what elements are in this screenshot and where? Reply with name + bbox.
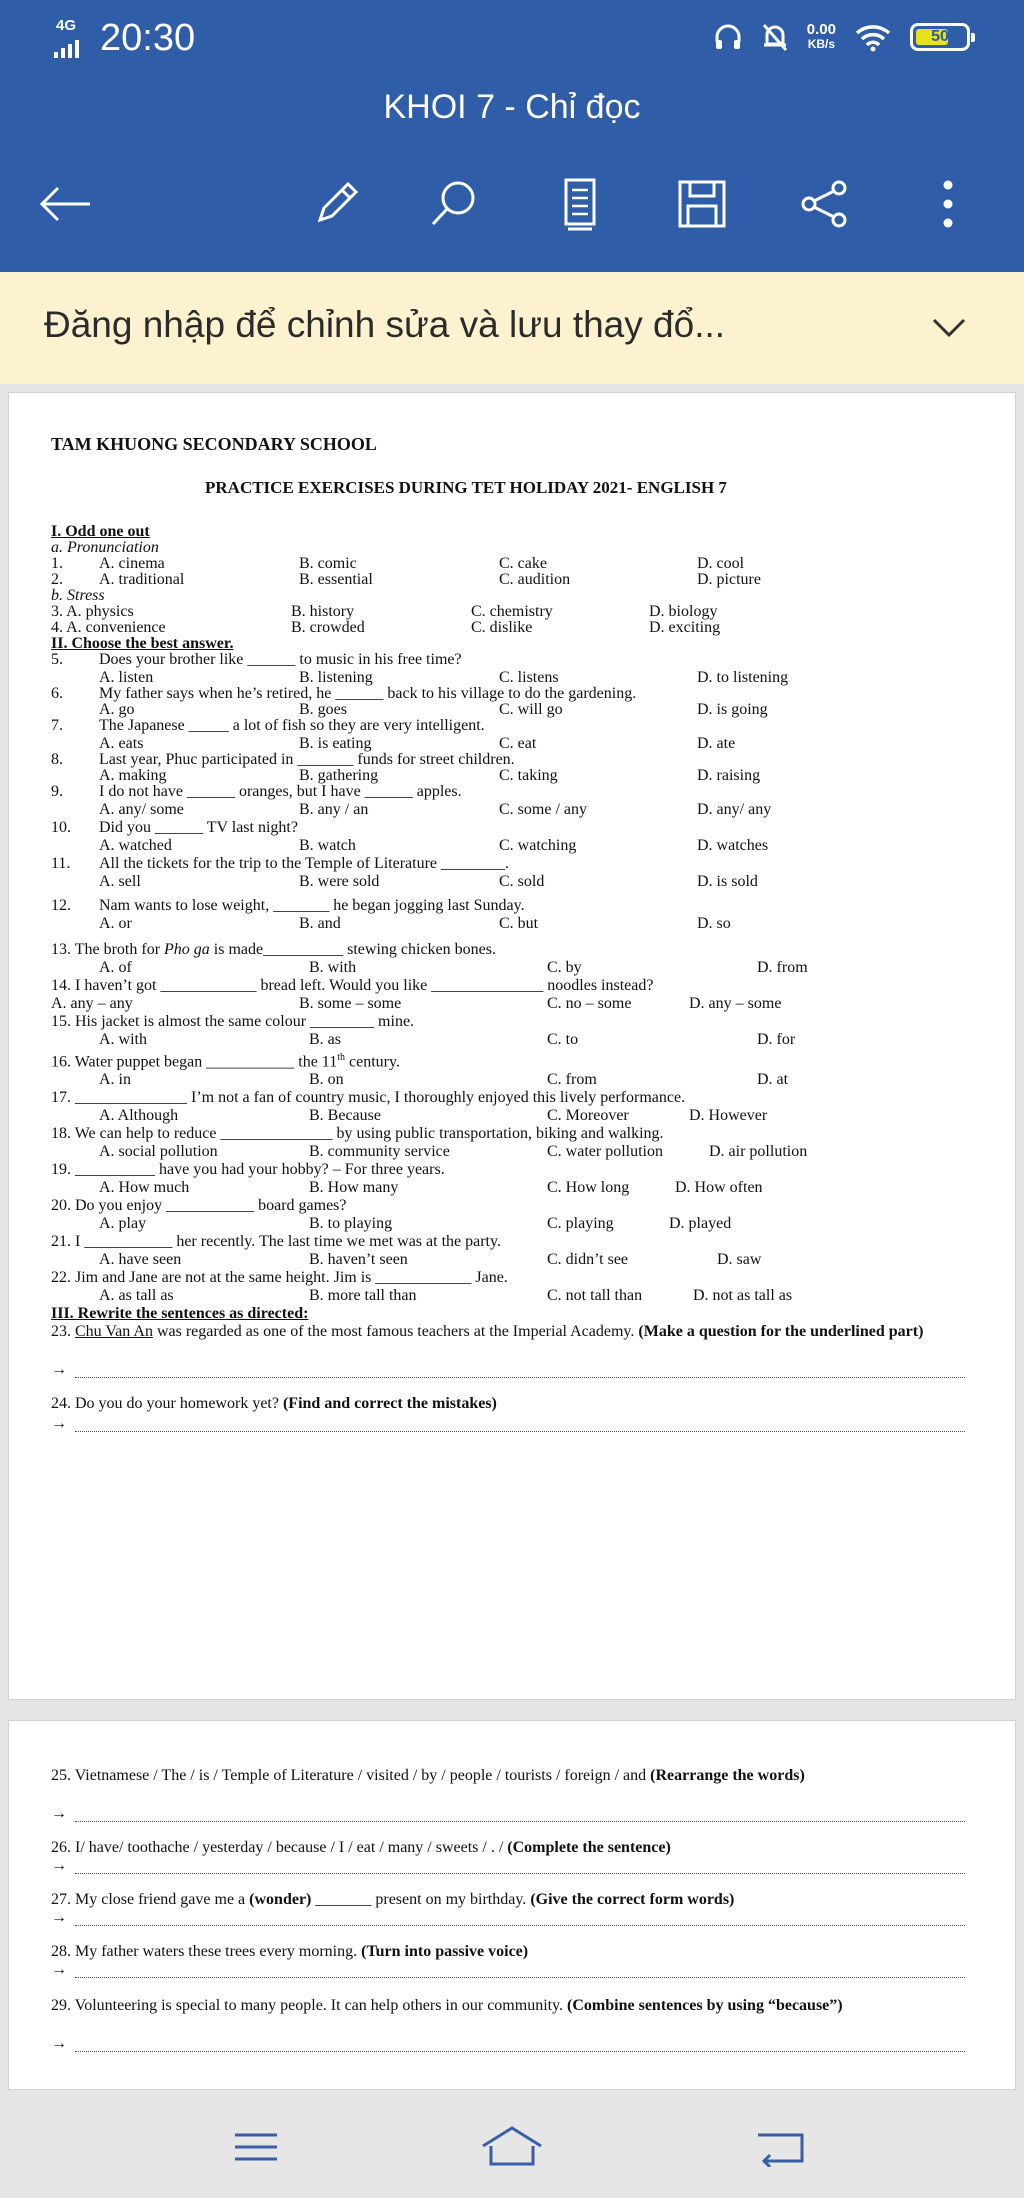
q14-option-c: C. no – some xyxy=(547,995,632,1012)
q7-option-c: C. eat xyxy=(499,735,537,752)
headphones-icon xyxy=(713,22,743,52)
back-icon xyxy=(752,2127,808,2167)
q16-option-a: A. in xyxy=(99,1071,131,1088)
q23-instruction: (Make a question for the underlined part) xyxy=(638,1323,924,1340)
cellular-signal-icon xyxy=(54,18,90,58)
q12-option-c: C. but xyxy=(499,915,539,932)
search-button[interactable] xyxy=(414,164,494,244)
subsection-b: b. Stress xyxy=(51,587,105,604)
battery-level: 50 xyxy=(931,28,949,45)
q2-option-d: D. picture xyxy=(697,571,761,588)
q20-option-c: C. playing xyxy=(547,1215,614,1232)
q28-text xyxy=(51,1943,528,1961)
q19-option-d: D. How often xyxy=(675,1179,763,1196)
q4-option-b: B. crowded xyxy=(291,619,365,636)
q18-text: 18. We can help to reduce ______________ by using public transportation, biking and walking. xyxy=(51,1125,664,1142)
q13-option-b: B. with xyxy=(309,959,357,976)
q25-sentence: 25. Vietnamese / The / is / Temple of Literature / visited / by / people / tourists / foreign / and xyxy=(51,1767,647,1784)
q24-sentence: 24. Do you do your homework yet? xyxy=(51,1395,279,1412)
q26-sentence: 26. I/ have/ toothache / yesterday / because / I / eat / many / sweets / . / xyxy=(51,1839,504,1856)
q26-arrow: → xyxy=(51,1857,67,1874)
q22-text: 22. Jim and Jane are not at the same height. Jim is ____________ Jane. xyxy=(51,1269,508,1286)
q25-text xyxy=(51,1767,981,1785)
recent-apps-button[interactable] xyxy=(216,2112,296,2182)
q17-option-d: D. However xyxy=(689,1107,768,1124)
q27-text xyxy=(51,1891,734,1909)
q1-option-d: D. cool xyxy=(697,555,745,572)
q4-option-a: 4. A. convenience xyxy=(51,619,166,636)
q7-option-a: A. eats xyxy=(99,735,144,752)
chevron-down-icon[interactable] xyxy=(924,308,974,348)
share-icon xyxy=(797,178,851,230)
q17-text: 17. ______________ I’m not a fan of country music, I thoroughly enjoyed this lively performance. xyxy=(51,1089,686,1106)
q9-option-b: B. any / an xyxy=(299,801,369,818)
doc-heading: PRACTICE EXERCISES DURING TET HOLIDAY 2021- ENGLISH 7 xyxy=(205,478,727,497)
q10-text: Did you ______ TV last night? xyxy=(99,819,298,836)
sign-in-banner-text: Đăng nhập để chỉnh sửa và lưu thay đổ... xyxy=(44,304,726,345)
system-back-button[interactable] xyxy=(740,2112,820,2182)
q23-number: 23. xyxy=(51,1323,71,1340)
q15-option-a: A. with xyxy=(99,1031,147,1048)
q6-text: My father says when he’s retired, he ______ back to his village to do the gardening. xyxy=(99,685,637,702)
q9-option-c: C. some / any xyxy=(499,801,587,818)
q24-answer-line[interactable] xyxy=(75,1431,965,1432)
q14-text: 14. I haven’t got ____________ bread left. Would you like ______________ noodles instead? xyxy=(51,977,654,994)
q3-option-b: B. history xyxy=(291,603,355,620)
q11-option-c: C. sold xyxy=(499,873,545,890)
q20-option-d: D. played xyxy=(669,1215,732,1232)
q12-option-a: A. or xyxy=(99,915,132,932)
q23-underlined-part: Chu Van An xyxy=(75,1323,153,1340)
document-title: KHOI 7 - Chỉ đọc xyxy=(383,88,641,126)
q14-option-d: D. any – some xyxy=(689,995,782,1012)
q23-arrow: → xyxy=(51,1361,67,1378)
q24-arrow: → xyxy=(51,1415,67,1432)
q11-option-a: A. sell xyxy=(99,873,141,890)
q6-number: 6. xyxy=(51,685,63,702)
q6-option-c: C. will go xyxy=(499,701,563,718)
q1-number: 1. xyxy=(51,555,63,572)
q16-text-end: century. xyxy=(345,1053,400,1071)
q10-number: 10. xyxy=(51,819,71,836)
q4-option-c: C. dislike xyxy=(471,619,533,636)
q20-option-b: B. to playing xyxy=(309,1215,393,1232)
section-3-title: III. Rewrite the sentences as directed: xyxy=(51,1305,309,1322)
q22-option-a: A. as tall as xyxy=(99,1287,174,1304)
q3-option-c: C. chemistry xyxy=(471,603,553,620)
status-bar xyxy=(0,0,1024,82)
sign-in-banner[interactable] xyxy=(0,272,1024,384)
q13-option-c: C. by xyxy=(547,959,582,976)
q16-option-b: B. on xyxy=(309,1071,344,1088)
q7-option-d: D. ate xyxy=(697,735,736,752)
home-button[interactable] xyxy=(472,2112,552,2182)
toolbar xyxy=(0,164,1024,244)
q13-text xyxy=(51,941,496,959)
q16-option-d: D. at xyxy=(757,1071,789,1088)
q12-text: Nam wants to lose weight, _______ he began jogging last Sunday. xyxy=(99,897,525,914)
school-name: TAM KHUONG SECONDARY SCHOOL xyxy=(51,434,377,454)
q28-arrow: → xyxy=(51,1961,67,1978)
q23-text xyxy=(51,1323,981,1341)
q9-option-d: D. any/ any xyxy=(697,801,772,818)
q9-text: I do not have ______ oranges, but I have ______ apples. xyxy=(99,783,462,800)
q19-option-b: B. How many xyxy=(309,1179,399,1196)
q14-option-a: A. any – any xyxy=(51,995,133,1012)
navigation-bar xyxy=(0,2096,1024,2198)
q25-instruction: (Rearrange the words) xyxy=(650,1767,805,1784)
q5-option-c: C. listens xyxy=(499,669,559,686)
network-type: 4G xyxy=(56,17,77,34)
q20-option-a: A. play xyxy=(99,1215,147,1232)
q8-option-d: D. raising xyxy=(697,767,761,784)
q10-option-c: C. watching xyxy=(499,837,577,854)
q14-option-b: B. some – some xyxy=(299,995,402,1012)
q11-number: 11. xyxy=(51,855,71,872)
q21-option-b: B. haven’t seen xyxy=(309,1251,408,1268)
q18-option-b: B. community service xyxy=(309,1143,450,1160)
q27-instruction: (Give the correct form words) xyxy=(530,1891,735,1908)
q5-option-d: D. to listening xyxy=(697,669,789,686)
q5-option-a: A. listen xyxy=(99,669,154,686)
q27-sentence-end: _______ present on my birthday. xyxy=(315,1891,527,1908)
recent-apps-icon xyxy=(233,2129,279,2165)
more-options-button[interactable] xyxy=(908,164,988,244)
q26-instruction: (Complete the sentence) xyxy=(507,1839,671,1856)
q19-option-c: C. How long xyxy=(547,1179,630,1196)
section-2-title: II. Choose the best answer. xyxy=(51,635,234,652)
q9-number: 9. xyxy=(51,783,63,800)
network-speed xyxy=(807,22,836,52)
app-header xyxy=(0,82,1024,272)
q11-option-b: B. were sold xyxy=(299,873,380,890)
share-button[interactable] xyxy=(784,164,864,244)
home-icon xyxy=(479,2124,545,2170)
q7-number: 7. xyxy=(51,717,63,734)
pencil-icon xyxy=(310,178,362,230)
clock: 20:30 xyxy=(100,17,196,59)
bell-muted-icon xyxy=(761,22,789,52)
q16-superscript: th xyxy=(337,1052,345,1063)
q16-option-c: C. from xyxy=(547,1071,597,1088)
q13-option-a: A. of xyxy=(99,959,132,976)
reading-view-icon xyxy=(560,176,600,232)
q4-option-d: D. exciting xyxy=(649,619,721,636)
search-icon xyxy=(428,178,480,230)
q10-option-a: A. watched xyxy=(99,837,172,854)
subsection-a: a. Pronunciation xyxy=(51,539,159,556)
back-button[interactable] xyxy=(26,164,106,244)
q13-text-end: is made__________ stewing chicken bones. xyxy=(209,941,496,958)
q15-text: 15. His jacket is almost the same colour ________ mine. xyxy=(51,1013,415,1030)
q16-text-start: 16. Water puppet began ___________ the 11 xyxy=(51,1053,338,1071)
q8-option-c: C. taking xyxy=(499,767,558,784)
q27-arrow: → xyxy=(51,1909,67,1926)
q12-option-b: B. and xyxy=(299,915,341,932)
q5-option-b: B. listening xyxy=(299,669,373,686)
q29-arrow: → xyxy=(51,2035,67,2052)
q15-option-d: D. for xyxy=(757,1031,796,1048)
q17-option-c: C. Moreover xyxy=(547,1107,629,1124)
q22-option-d: D. not as tall as xyxy=(693,1287,793,1304)
q11-option-d: D. is sold xyxy=(697,873,758,890)
q22-option-c: C. not tall than xyxy=(547,1287,643,1304)
save-icon xyxy=(676,178,728,230)
q15-option-b: B. as xyxy=(309,1031,341,1048)
q12-option-d: D. so xyxy=(697,915,731,932)
q27-word: (wonder) xyxy=(249,1891,312,1908)
save-button[interactable] xyxy=(662,164,742,244)
q12-number: 12. xyxy=(51,897,71,914)
q23-answer-line[interactable] xyxy=(75,1377,965,1378)
q25-answer-line[interactable] xyxy=(75,1821,965,1822)
speed-value: 0.00 xyxy=(806,21,836,38)
q8-number: 8. xyxy=(51,751,63,768)
q28-answer-line[interactable] xyxy=(75,1977,965,1978)
q20-text: 20. Do you enjoy ___________ board games? xyxy=(51,1197,347,1214)
q19-text: 19. __________ have you had your hobby? – For three years. xyxy=(51,1161,445,1178)
q24-text xyxy=(51,1395,497,1413)
q7-text: The Japanese _____ a lot of fish so they are very intelligent. xyxy=(99,717,485,734)
q26-text xyxy=(51,1839,671,1857)
q29-text xyxy=(51,1997,981,2015)
q17-option-a: A. Although xyxy=(99,1107,179,1124)
q15-option-c: C. to xyxy=(547,1031,579,1048)
q28-instruction: (Turn into passive voice) xyxy=(361,1943,529,1960)
q9-option-a: A. any/ some xyxy=(99,801,184,818)
speed-unit: KB/s xyxy=(807,37,836,51)
battery-icon xyxy=(910,23,970,51)
more-vertical-icon xyxy=(941,178,955,230)
q3-option-a: 3. A. physics xyxy=(51,603,134,620)
q6-option-d: D. is going xyxy=(697,701,768,718)
q6-option-b: B. goes xyxy=(299,701,347,718)
edit-button[interactable] xyxy=(296,164,376,244)
q22-option-b: B. more tall than xyxy=(309,1287,417,1304)
q18-option-d: D. air pollution xyxy=(709,1143,808,1160)
q1-option-b: B. comic xyxy=(299,555,357,572)
q2-option-a: A. traditional xyxy=(99,571,185,588)
q2-option-c: C. audition xyxy=(499,571,571,588)
q24-instruction: (Find and correct the mistakes) xyxy=(282,1395,497,1412)
back-arrow-icon xyxy=(38,184,94,224)
q27-answer-line[interactable] xyxy=(75,1925,965,1926)
q21-option-c: C. didn’t see xyxy=(547,1251,629,1268)
q3-option-d: D. biology xyxy=(649,603,718,620)
q27-sentence-start: 27. My close friend gave me a xyxy=(51,1891,246,1908)
q6-option-a: A. go xyxy=(99,701,135,718)
q19-option-a: A. How much xyxy=(99,1179,190,1196)
q29-sentence: 29. Volunteering is special to many people. It can help others in our community. xyxy=(51,1997,564,2014)
q18-option-c: C. water pollution xyxy=(547,1143,663,1160)
q2-option-b: B. essential xyxy=(299,571,373,588)
section-1-title: I. Odd one out xyxy=(51,523,150,540)
q28-sentence: 28. My father waters these trees every morning. xyxy=(51,1943,358,1960)
q10-option-d: D. watches xyxy=(697,837,769,854)
q29-answer-line[interactable] xyxy=(75,2051,965,2052)
q5-number: 5. xyxy=(51,651,63,668)
q21-option-d: D. saw xyxy=(717,1251,762,1268)
q2-number: 2. xyxy=(51,571,63,588)
q21-text: 21. I ___________ her recently. The last time we met was at the party. xyxy=(51,1233,501,1250)
q10-option-b: B. watch xyxy=(299,837,356,854)
reading-view-button[interactable] xyxy=(540,164,620,244)
q11-text: All the tickets for the trip to the Temple of Literature ________. xyxy=(99,855,510,872)
document-page-2 xyxy=(8,1720,1016,2090)
q29-instruction: (Combine sentences by using “because”) xyxy=(567,1997,843,2014)
q26-answer-line[interactable] xyxy=(75,1873,965,1874)
q1-option-c: C. cake xyxy=(499,555,547,572)
q23-sentence: was regarded as one of the most famous teachers at the Imperial Academy. xyxy=(152,1323,635,1340)
q8-option-b: B. gathering xyxy=(299,767,379,784)
q21-option-a: A. have seen xyxy=(99,1251,182,1268)
q1-option-a: A. cinema xyxy=(99,555,165,572)
q18-option-a: A. social pollution xyxy=(99,1143,218,1160)
q8-text: Last year, Phuc participated in _______ funds for street children. xyxy=(99,751,515,768)
wifi-icon xyxy=(854,22,892,52)
q17-option-b: B. Because xyxy=(309,1107,381,1124)
q5-text: Does your brother like ______ to music in his free time? xyxy=(99,651,462,668)
q25-arrow: → xyxy=(51,1805,67,1822)
q13-text-start: 13. The broth for xyxy=(51,941,165,958)
q7-option-b: B. is eating xyxy=(299,735,372,752)
q16-text xyxy=(51,1049,400,1071)
document-page-1 xyxy=(8,392,1016,1700)
q13-option-d: D. from xyxy=(757,959,808,976)
q8-option-a: A. making xyxy=(99,767,167,784)
q13-text-italic: Pho ga xyxy=(164,941,210,958)
